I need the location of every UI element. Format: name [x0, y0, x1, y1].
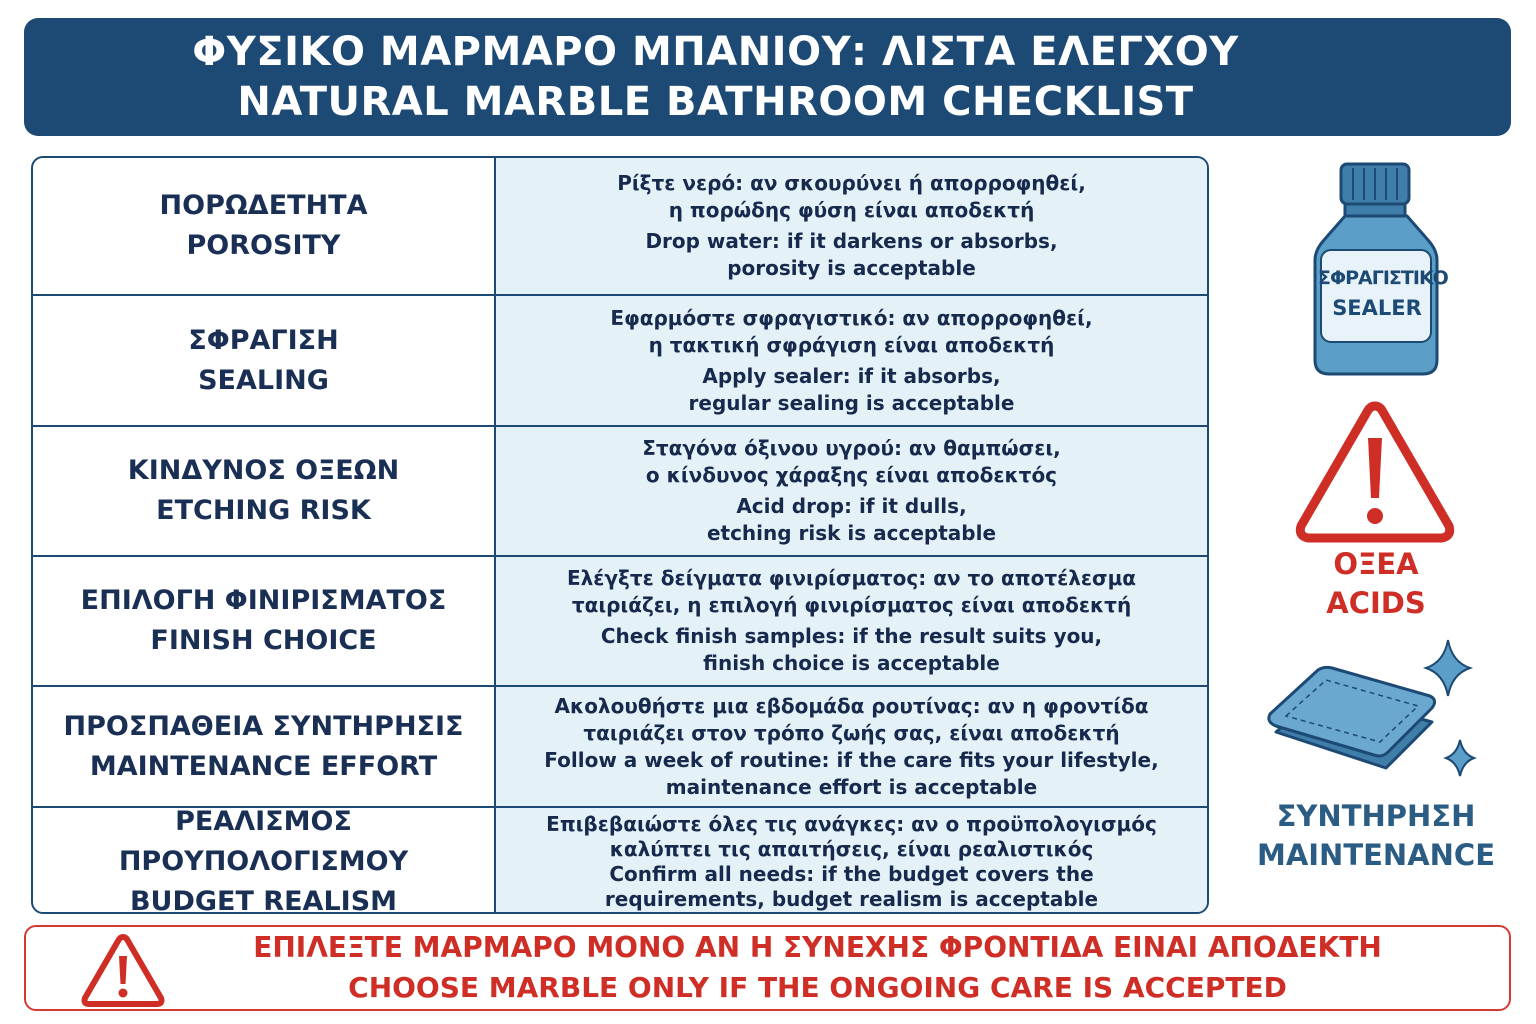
test-english-line: etching risk is acceptable	[706, 521, 997, 545]
title-greek: ΦΥΣΙΚΟ ΜΑΡΜΑΡΟ ΜΠΑΝΙΟΥ: ΛΙΣΤΑ ΕΛΕΓΧΟΥ	[192, 29, 1239, 75]
maintenance-label-english: MAINTENANCE	[1256, 838, 1496, 872]
criterion-label-greek: ΡΕΑΛΙΣΜΟΣ ΠΡΟΥΠΟΛΟΓΙΣΜΟΥ	[118, 806, 409, 877]
criterion-test	[496, 427, 1207, 555]
criterion-label-greek: ΠΟΡΩΔΕΤΗΤΑ	[159, 190, 368, 221]
table-row	[33, 158, 1207, 294]
checklist-table	[31, 156, 1209, 914]
criterion-label-english: SEALING	[198, 364, 329, 396]
maintenance-label-greek: ΣΥΝΤΗΡΗΣΗ	[1276, 799, 1476, 833]
test-greek-line: ταιριάζει στον τρόπο ζωής σας, είναι αποδεκτή	[583, 720, 1120, 745]
test-greek-line: Σταγόνα όξινου υγρού: αν θαμπώσει,	[642, 436, 1061, 460]
test-greek-line: Ρίξτε νερό: αν σκουρύνει ή απορροφηθεί,	[617, 171, 1086, 195]
sealer-label-greek: ΣΦΡΑΓΙΣΤΙΚΟ	[1318, 267, 1448, 289]
criterion-label-english: BUDGET REALISM	[129, 886, 398, 914]
criterion-label-greek: ΚΙΝΔΥΝΟΣ ΟΞΕΩΝ	[127, 455, 400, 486]
test-greek-line: Επιβεβαιώστε όλες τις ανάγκες: αν ο προϋπολογισμός	[546, 812, 1157, 836]
test-greek-line: καλύπτει τις απαιτήσεις, είναι ρεαλιστικός	[609, 837, 1094, 861]
test-greek-line: Ελέγξτε δείγματα φινιρίσματος: αν το αποτέλεσμα	[566, 566, 1137, 590]
test-greek-line: ταιριάζει, η επιλογή φινιρίσματος είναι αποδεκτή	[571, 593, 1132, 617]
criterion-test	[496, 158, 1207, 294]
test-english-line: Confirm all needs: if the budget covers the	[609, 862, 1094, 886]
criterion-label-greek: ΕΠΙΛΟΓΗ ΦΙΝΙΡΙΣΜΑΤΟΣ	[80, 585, 447, 616]
maintenance-label	[1250, 797, 1502, 875]
test-english-line: Check finish samples: if the result suits you,	[600, 624, 1103, 648]
criterion-test	[496, 687, 1207, 806]
test-english-line: Follow a week of routine: if the care fits your lifestyle,	[544, 747, 1159, 772]
criterion-test	[496, 296, 1207, 425]
criterion-label-english: FINISH CHOICE	[150, 625, 377, 656]
criterion-label	[33, 808, 496, 914]
criterion-label	[33, 427, 496, 555]
criterion-label-english: POROSITY	[186, 230, 341, 261]
title-banner	[24, 18, 1511, 136]
criterion-label-english: ETCHING RISK	[156, 495, 371, 526]
banner-text-english: CHOOSE MARBLE ONLY IF THE ONGOING CARE IS ACCEPTED	[348, 971, 1287, 1004]
test-greek-line: Εφαρμόστε σφραγιστικό: αν απορροφηθεί,	[610, 305, 1093, 330]
test-english-line: maintenance effort is acceptable	[665, 774, 1038, 799]
warning-triangle-icon	[1294, 398, 1456, 544]
table-row	[33, 806, 1207, 914]
criterion-test	[496, 557, 1207, 685]
test-english-line: porosity is acceptable	[727, 256, 976, 280]
sealer-bottle-label	[1318, 263, 1448, 323]
criterion-label-english: MAINTENANCE EFFORT	[89, 750, 438, 782]
banner-text-greek: ΕΠΙΛΕΞΤΕ ΜΑΡΜΑΡΟ ΜΟΝΟ ΑΝ Η ΣΥΝΕΧΗΣ ΦΡΟΝΤΙΔΑ ΕΙΝΑΙ ΑΠΟΔΕΚΤΗ	[253, 931, 1382, 964]
criterion-label	[33, 296, 496, 425]
test-greek-line: Ακολουθήστε μια εβδομάδα ρουτίνας: αν η φροντίδα	[554, 693, 1149, 718]
criterion-label-greek: ΠΡΟΣΠΑΘΕΙΑ ΣΥΝΤΗΡΗΣΙΣ	[63, 710, 464, 742]
test-greek-line: η τακτική σφράγιση είναι αποδεκτή	[648, 332, 1055, 357]
warning-banner	[24, 925, 1511, 1011]
table-row	[33, 425, 1207, 555]
test-english-line: regular sealing is acceptable	[688, 390, 1015, 415]
acids-label	[1296, 545, 1456, 623]
criterion-label	[33, 158, 496, 294]
acids-label-english: ACIDS	[1326, 586, 1426, 620]
table-row	[33, 685, 1207, 806]
test-greek-line: η πορώδης φύση είναι αποδεκτή	[668, 198, 1035, 222]
test-english-line: Drop water: if it darkens or absorbs,	[645, 229, 1058, 253]
title-english: NATURAL MARBLE BATHROOM CHECKLIST	[237, 79, 1194, 125]
test-english-line: requirements, budget realism is acceptable	[604, 887, 1099, 911]
test-english-line: finish choice is acceptable	[703, 651, 1000, 675]
acids-label-greek: ΟΞΕΑ	[1333, 547, 1419, 581]
criterion-label	[33, 557, 496, 685]
criterion-label-greek: ΣΦΡΑΓΙΣΗ	[188, 324, 339, 356]
table-row	[33, 555, 1207, 685]
test-english-line: Apply sealer: if it absorbs,	[702, 363, 1001, 388]
criterion-label	[33, 687, 496, 806]
test-greek-line: ο κίνδυνος χάραξης είναι αποδεκτός	[645, 463, 1058, 487]
criterion-test	[496, 808, 1207, 914]
table-row	[33, 294, 1207, 425]
sealer-label-english: SEALER	[1332, 296, 1422, 320]
test-english-line: Acid drop: if it dulls,	[736, 494, 967, 518]
cleaning-cloth-sparkle-icon	[1262, 636, 1486, 780]
